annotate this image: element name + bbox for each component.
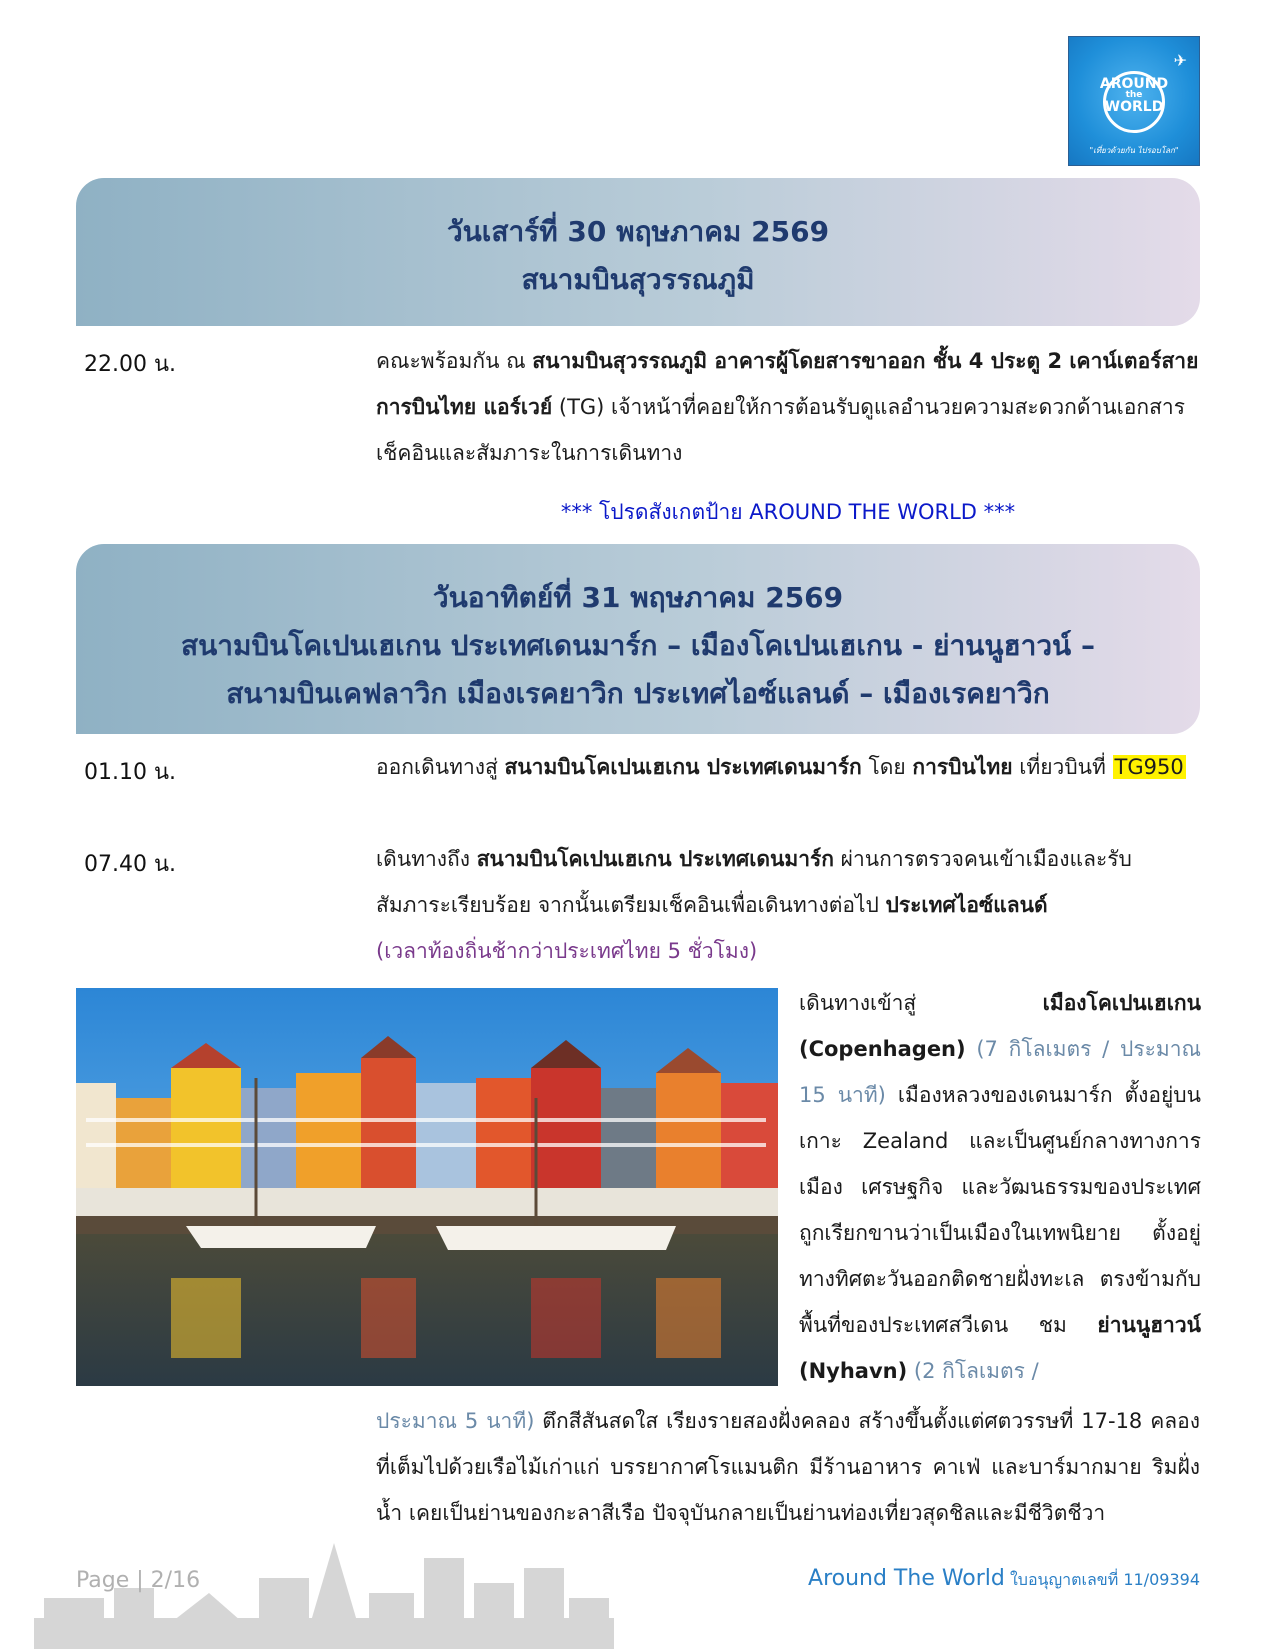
day2-route-2: สนามบินเคฟลาวิก เมืองเรคยาวิก ประเทศไอซ์แลนด์ – เมืองเรคยาวิก (226, 677, 1050, 710)
page-number: Page | 2/16 (76, 1568, 201, 1593)
nyhavn-photo (76, 988, 778, 1386)
desc-2200: คณะพร้อมกัน ณ สนามบินสุวรรณภูมิ อาคารผู้โดยสารขาออก ชั้น 4 ประตู 2 เคาน์เตอร์สายการบินไทย แอร์เวย์ (TG) เจ้าหน้าที่คอยให้การต้อนรับดูแลอำนวยความสะดวกด้านเอกสารเช็คอินและสัมภาระในการเดินทาง (376, 349, 1199, 465)
company-logo (1068, 36, 1200, 166)
day2-route-1: สนามบินโคเปนเฮเกน ประเทศเดนมาร์ก – เมืองโคเปนเฮเกน - ย่านนูฮาวน์ – (181, 629, 1095, 662)
company-license: Around The World ใบอนุญาตเลขที่ 11/09394 (808, 1566, 1200, 1591)
airplane-icon: ✈ (1173, 51, 1187, 70)
day1-header (76, 178, 1200, 326)
day2-header (76, 544, 1200, 734)
copenhagen-desc: เดินทางเข้าสู่ เมืองโคเปนเฮเกน (Copenhagen) (7 กิโลเมตร / ประมาณ 15 นาที) เมืองหลวงของเดนมาร์ก ตั้งอยู่บนเกาะ Zealand และเป็นศูนย์กลางทางการเมือง เศรษฐกิจ และวัฒนธรรมของประเทศ ถูกเรียกขานว่าเป็นเมืองในเทพนิยาย ตั้งอยู่ทางทิศตะวันออกติดชายฝั่งทะเล ตรงข้ามกับพื้นที่ของประเทศสวีเดน ชม ย่านนูฮาวน์ (Nyhavn) (2 กิโลเมตร / (799, 991, 1201, 1383)
logo-tagline: "เที่ยวด้วยกัน ไปรอบโลก" (1089, 146, 1179, 155)
logo-brand: AROUND the WORLD (1099, 76, 1169, 115)
flight-number: TG950 (1114, 755, 1184, 779)
desc-0740: เดินทางถึง สนามบินโคเปนเฮเกน ประเทศเดนมาร์ก ผ่านการตรวจคนเข้าเมืองและรับสัมภาระเรียบร้อย จากนั้นเตรียมเช็คอินเพื่อเดินทางต่อไป ประเทศไอซ์แลนด์ (เวลาท้องถิ่นช้ากว่าประเทศไทย 5 ชั่วโมง) (376, 847, 1132, 963)
day1-date: วันเสาร์ที่ 30 พฤษภาคม 2569 (446, 215, 830, 248)
sign-notice: *** โปรดสังเกตป้าย AROUND THE WORLD *** (560, 500, 1016, 524)
time-0110: 01.10 น. (84, 760, 177, 785)
desc-0110: ออกเดินทางสู่ สนามบินโคเปนเฮเกน ประเทศเดนมาร์ก โดย การบินไทย เที่ยวบินที่ TG950 (376, 755, 1184, 779)
time-0740: 07.40 น. (84, 852, 177, 877)
day1-route: สนามบินสุวรรณภูมิ (521, 263, 755, 296)
city-skyline-graphic (34, 1538, 614, 1649)
day2-date: วันอาทิตย์ที่ 31 พฤษภาคม 2569 (432, 581, 844, 614)
timezone-note: (เวลาท้องถิ่นช้ากว่าประเทศไทย 5 ชั่วโมง) (376, 939, 758, 963)
time-2200: 22.00 น. (84, 352, 177, 377)
nyhavn-desc: ประมาณ 5 นาที) ตึกสีสันสดใส เรียงรายสองฝั่งคลอง สร้างขึ้นตั้งแต่ศตวรรษที่ 17-18 คลองที่เต็มไปด้วยเรือไม้เก่าแก่ บรรยากาศโรแมนติก มีร้านอาหาร คาเฟ่ และบาร์มากมาย ริมฝั่งน้ำ เคยเป็นย่านของกะลาสีเรือ ปัจจุบันกลายเป็นย่านท่องเที่ยวสุดชิลและมีชีวิตชีวา (376, 1409, 1200, 1525)
